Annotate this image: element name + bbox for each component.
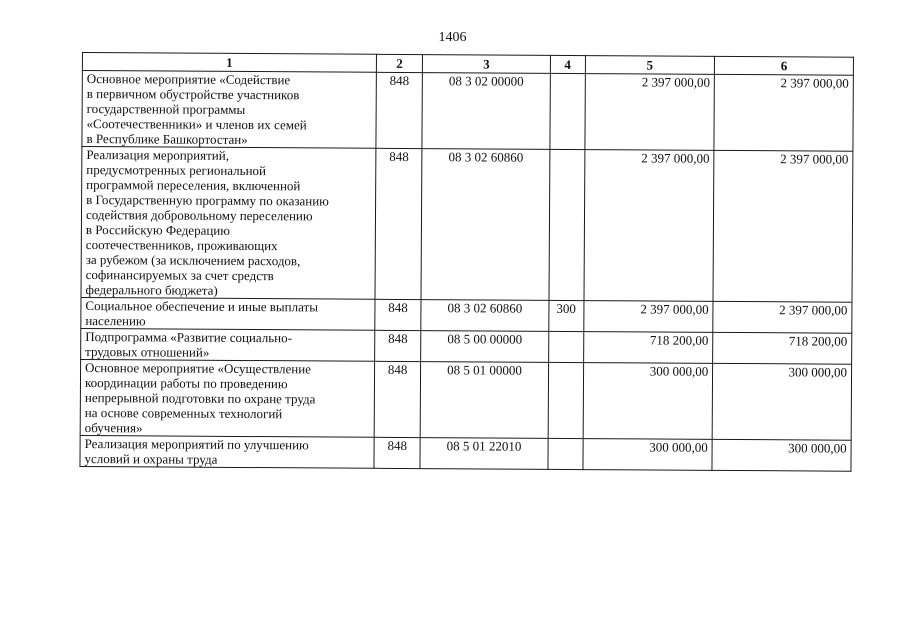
row-vedomstvo: 848	[374, 361, 421, 437]
row-sum1: 300 000,00	[583, 439, 713, 471]
row-vedomstvo: 848	[375, 299, 421, 330]
row-sum2: 2 397 000,00	[713, 301, 852, 333]
column-header: 2	[376, 54, 422, 72]
row-name: Основное мероприятие «Содействие в первичном обустройстве участников государственной программы «Соотечественники» и членов их семей в Республике Башкортостан»	[82, 71, 376, 149]
row-sum2: 718 200,00	[713, 332, 852, 364]
row-sum1: 2 397 000,00	[585, 74, 715, 151]
table-row	[80, 359, 851, 440]
column-header: 5	[585, 56, 715, 75]
row-vedomstvo: 848	[374, 437, 420, 468]
page-number: 1406	[438, 30, 467, 45]
row-name: Реализация мероприятий по улучшению условий и охраны труда	[80, 435, 374, 468]
row-code: 08 5 01 00000	[420, 362, 548, 439]
row-vid	[548, 438, 583, 469]
row-sum2: 2 397 000,00	[714, 74, 853, 151]
row-vedomstvo: 848	[375, 148, 422, 299]
row-vedomstvo: 848	[375, 330, 421, 361]
row-sum1: 300 000,00	[583, 363, 713, 440]
row-vid: 300	[549, 300, 584, 331]
row-name: Основное мероприятие «Осуществление координации работы по проведению непрерывной подготовки по охране труда на основе современных технологий обучения»	[80, 359, 374, 437]
budget-table	[79, 52, 854, 472]
row-code: 08 5 01 22010	[420, 438, 548, 470]
row-sum1: 718 200,00	[583, 332, 713, 364]
column-header: 3	[423, 55, 551, 74]
row-name: Социальное обеспечение и иные выплаты населению	[81, 297, 375, 330]
row-vid	[548, 362, 583, 438]
column-header: 6	[715, 56, 854, 75]
row-sum2: 300 000,00	[712, 439, 851, 471]
row-vid	[549, 149, 585, 300]
row-vid	[548, 331, 583, 362]
table-row	[81, 147, 853, 303]
row-code: 08 5 00 00000	[421, 331, 549, 363]
table-row	[80, 435, 851, 471]
row-sum1: 2 397 000,00	[583, 301, 713, 333]
table-row	[81, 328, 852, 364]
row-sum2: 2 397 000,00	[713, 150, 853, 302]
row-vedomstvo: 848	[376, 72, 423, 148]
table-row	[82, 71, 853, 152]
column-header: 4	[550, 55, 585, 73]
row-code: 08 3 02 60860	[421, 149, 549, 301]
row-code: 08 3 02 60860	[421, 300, 549, 332]
row-sum2: 300 000,00	[712, 363, 851, 440]
table-row	[81, 297, 852, 333]
row-name: Подпрограмма «Развитие социально- трудовых отношений»	[81, 328, 375, 361]
row-code: 08 3 02 00000	[422, 73, 550, 150]
row-sum1: 2 397 000,00	[584, 150, 714, 302]
column-header: 1	[82, 53, 376, 73]
row-name: Реализация мероприятий, предусмотренных региональной программой переселения, включенной в Государственную программу по оказанию содействия добровольному переселению в Российскую Федерацию соотечественников, проживающих за рубежом (за исключением расходов, софинансируемых за счет средств федерального бюджета)	[81, 147, 376, 300]
row-vid	[550, 73, 585, 149]
